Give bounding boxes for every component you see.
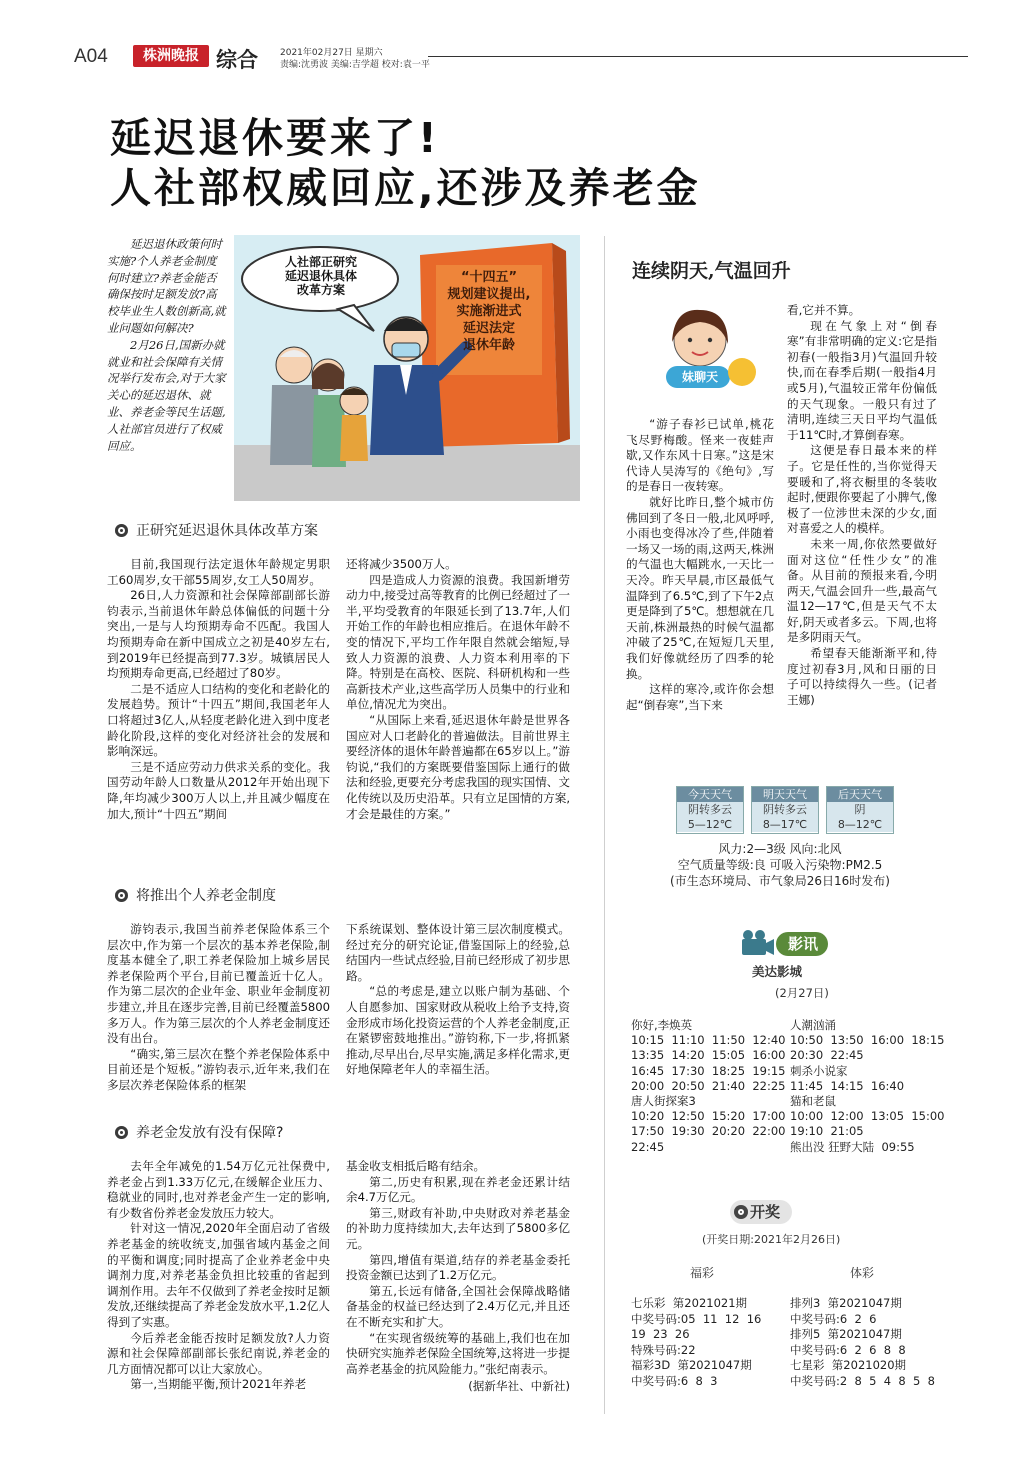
weather-paragraph: 希望春天能渐渐平和,待度过初春3月,风和日丽的日子可以持续得久一些。(记者 王娜) [787,646,937,707]
section-heading-text: 将推出个人养老金制度 [136,888,276,904]
board-line: 延迟法定 [462,321,515,336]
film-schedule-right: 人潮汹涌 10:50 13:50 16:00 18:15 20:30 22:45 刺杀小说家 11:45 14:15 16:40 猫和老鼠 10:00 12:00 13:05 15:00 19:10 21:05 熊出没 狂野大陆 09:55 [790,1018,945,1154]
bullet-circle-icon [115,1126,128,1139]
section-name: 综合 [216,48,258,72]
article-paragraph: 今后养老金能否按时足额发放?人力资源和社会保障部副部长张纪南说,养老金的几方面情况都可以让大家放心。 [107,1330,330,1376]
article-paragraph: 游钧表示,我国当前养老保险体系三个层次中,作为第一个层次的基本养老保险,制度基本健全了,职工养老保险加上城乡居民养老保险两个平台,目前已覆盖近十亿人。作为第二层次的企业年金、职业年金制度初步建立,并且在逐步完善,目前已经覆盖5800多万人。作为第三层次的个人养老金制度还没有出台。 [107,922,330,1046]
article-column [346,557,570,822]
lottery-head-sports: 体彩 [850,1266,875,1280]
wind-info: 风力:2—3级 风向:北风 [718,842,842,856]
weather-title: 连续阴天,气温回升 [632,260,791,282]
lottery-sports-results: 排列3 第2021047期 中奖号码:6 2 6 排列5 第2021047期 中奖号码:6 2 6 8 8 七星彩 第2021020期 中奖号码:2 8 5 4 8 5 8 [790,1296,935,1388]
weather-paragraph: 现在气象上对“倒春寒”有非常明确的定义:它是指初春(一般指3月)气温回升较快,而在春季后期(一般指4月或5月),气温较正常年份偏低的天气现象。一般只有过了清明,连续三天日平均气温低于11℃时,才算倒春寒。 [787,318,937,442]
forecast-day: 后天天气 [827,787,893,802]
board-line: 退休年龄 [462,338,515,353]
lottery-welfare-results: 七乐彩 第2021021期 中奖号码:05 11 12 16 19 23 26 特殊号码:22 福彩3D 第2021047期 中奖号码:6 8 3 [631,1296,762,1388]
article-paragraph: 第一,当期能平衡,预计2021年养老 [130,1377,307,1392]
article-paragraph: 第三,财政有补助,中央财政对养老基金的补助力度持续加大,去年达到了5800多亿元。 [346,1205,570,1251]
avatar-label: 妹聊天 [681,370,718,384]
lottery-head-welfare: 福彩 [690,1266,715,1280]
article-paragraph: “在实现省级统筹的基础上,我们也在加快研究实施养老保险全国统筹,这将进一步提高养老基金的抗风险能力。”张纪南表示。 [346,1330,570,1376]
article-column [346,922,570,1078]
speech-bubble [262,255,380,297]
weather-paragraph: 就好比昨日,整个城市仿佛回到了冬日一般,北风呼呼,小雨也变得冰冷了些,伴随着一场又一场的雨,这两天,株洲的气温也大幅跳水,一天比一天冷。昨天早晨,市区最低气温降到了6.5℃,到了下午2点更是降到了5℃。想想就在几天前,株洲最热的时候气温都冲破了25℃,在短短几天里,我们好像就经历了四季的轮换。 [626,494,774,681]
lottery-date: (开奖日期:2021年2月26日) [702,1233,841,1246]
article-paragraph: 第四,增值有渠道,结存的养老基金委托投资金额已达到了1.2万亿元。 [346,1252,570,1283]
film-date: (2月27日) [775,986,829,1000]
film-logo-text: 影讯 [787,935,818,953]
article-paragraph: 基金收支相抵后略有结余。 [346,1159,486,1173]
editor-credits: 责编:沈勇波 美编:吉学超 校对:袁一平 [280,60,430,70]
article-paragraph: 针对这一情况,2020年全面启动了省级养老基金的统收统支,加强省域内基金之间的平衡和调度;同时提高了企业养老金中央调剂力度,对养老基金负担比较重的省起到调剂作用。去年不仅做到了养老金按时足额发放,还继续提高了养老金发放水平,1.2亿人得到了实惠。 [107,1221,330,1329]
weather-paragraph: 这样的寒冷,或许你会想起“倒春寒”,当下来 [626,682,774,712]
forecast-day: 明天天气 [752,787,818,802]
headline-line-1: 延迟退休要来了! [110,114,440,162]
forecast-day: 今天天气 [677,787,743,802]
article-column [107,922,330,1094]
section-heading [115,1122,283,1142]
planning-board [430,269,548,354]
forecast-condition: 阴转多云 [752,802,818,817]
section-heading [115,520,318,540]
air-quality: 空气质量等级:良 可吸入污染物:PM2.5 [677,858,883,872]
headline-line-2: 人社部权威回应,还涉及养老金 [110,164,701,212]
lead-paragraphs [107,236,227,454]
forecast-today [676,786,744,834]
forecast-temp: 8—17℃ [752,817,818,832]
forecast-tomorrow [751,786,819,834]
lead-paragraph: 2月26日,国新办就就业和社会保障有关情况举行发布会,对于大家关心的延迟退休、就业、养老金等民生话题,人社部官员进行了权威回应。 [107,337,226,453]
article-paragraph: 26日,人力资源和社会保障部副部长游钧表示,当前退休年龄总体偏低的问题十分突出,一是与人均预期寿命不匹配。我国人均预期寿命在新中国成立之初是40岁左右,到2019年已经提高到77.3岁。城镇居民人均预期寿命更高,已经超过了80岁。 [107,588,330,681]
article-paragraph: 还将减少3500万人。 [346,557,457,571]
weather-avatar [652,302,760,398]
article-column [107,1159,330,1393]
header-rule [428,56,968,57]
article-paragraph: “从国际上来看,延迟退休年龄是世界各国应对人口老龄化的普遍做法。目前世界主要经济体的退休年龄普遍都在65岁以上。”游钧说,“我们的方案既要借鉴国际上通行的做法和经验,更要充分考虑我国的现实国情、文化传统以及历史沿革。只有立足国情的方案,才会是最佳的方案。” [346,712,570,821]
article-paragraph: 四是造成人力资源的浪费。我国新增劳动力中,接受过高等教育的比例已经超过了一半,平均受教育的年限延长到了13.7年,人们开始工作的年龄也相应推后。在退休年龄不变的情况下,平均工作年限自然就会缩短,导致人力资源的浪费、人力资本利用率的下降。特别是在高校、医院、科研机构和一些高新技术产业,这些高学历人员集中的行业和单位,情况尤为突出。 [346,572,570,712]
bubble-line: 改革方案 [296,283,345,297]
forecast-day-after [826,786,894,834]
column-divider [604,236,605,1414]
weather-issuer: (市生态环境局、市气象局26日16时发布) [670,874,890,888]
article-column [346,1159,570,1395]
board-line: “十四五” [460,270,518,285]
film-schedule-left: 你好,李焕英 10:15 11:10 11:50 12:40 13:35 14:20 15:05 16:00 16:45 17:30 18:25 19:15 20:00 20:50 21:40 22:25 唐人街探案3 10:20 12:50 15:20 17:00 17:50 19:30 20:20 22:00 22:45 [631,1018,786,1154]
article-column [107,557,330,822]
weather-paragraph: 看,它并不算。 [787,303,861,317]
cinema-name: 美达影城 [752,964,803,979]
weather-paragraph: “游子春衫已试单,桃花飞尽野梅酸。怪来一夜蛙声歇,又作东风十日寒。”这是宋代诗人吴涛写的《绝句》,写的是春日一夜转寒。 [626,417,774,494]
board-line: 实施渐进式 [456,304,522,319]
forecast-temp: 5—12℃ [677,817,743,832]
forecast-temp: 8—12℃ [827,817,893,832]
article-paragraph: 二是不适应人口结构的变化和老龄化的发展趋势。预计“十四五”期间,我国老年人口将超过3亿人,从轻度老龄化进入到中度老龄化阶段,这样的变化对经济社会的发展和影响深远。 [107,681,330,759]
bubble-line: 延迟退休具体 [284,269,357,283]
weather-paragraph: 这便是春日最本来的样子。它是任性的,当你觉得天要暖和了,将衣橱里的冬装收起时,便跟你要起了小脾气,像极了一位涉世未深的少女,面对喜爱之人的模样。 [787,443,937,536]
forecast-condition: 阴 [827,802,893,817]
bubble-line: 人社部正研究 [284,255,357,269]
cartoon-illustration [234,235,580,501]
forecast-condition: 阴转多云 [677,802,743,817]
film-logo [740,929,830,959]
article-paragraph: 目前,我国现行法定退休年龄规定男职工60周岁,女干部55周岁,女工人50周岁。 [107,557,330,587]
article-paragraph: “总的考虑是,建立以账户制为基础、个人自愿参加、国家财政从税收上给予支持,资金形成市场化投资运营的个人养老金制度,正在紧锣密鼓地推出。”游钧称,下一步,将抓紧推动,尽早出台,尽早实施,满足多样化需求,更好地保障老年人的幸福生活。 [346,984,570,1077]
issue-date: 2021年02月27日 星期六 [280,48,383,58]
bullet-circle-icon [115,524,128,537]
lottery-badge: 开奖 [730,1200,792,1224]
bullet-circle-icon [115,889,128,902]
weather-column [787,303,937,708]
section-heading-text: 养老金发放有没有保障? [136,1125,284,1141]
section-heading-text: 正研究延迟退休具体改革方案 [136,523,318,539]
lead-paragraph: 延迟退休政策何时实施?个人养老金制度何时建立?养老金能否确保按时足额发放?高校毕业生人数创新高,就业问题如何解决? [107,237,226,335]
page-number: A04 [74,46,108,67]
article-paragraph: 去年全年减免的1.54万亿元社保费中,养老金占到1.33万亿元,在缓解企业压力、稳就业的同时,也对养老金产生一定的影响,有少数省份养老金发放压力较大。 [107,1159,330,1220]
weather-paragraph: 未来一周,你依然要做好面对这位“任性少女”的准备。从目前的预报来看,今明两天,气温会回升一些,最高气温12—17℃,但是天气不太好,阴天或者多云。下周,也将是多阴雨天气。 [787,536,937,645]
article-paragraph: “确实,第三层次在整个养老保险体系中目前还是个短板。”游钧表示,近年来,我们在多层次养老保险体系的框架 [107,1046,330,1092]
article-paragraph: 第五,长远有储备,全国社会保障战略储备基金的权益已经达到了2.4万亿元,并且还在不断充实和扩大。 [346,1283,570,1329]
article-source: (据新华社、中新社) [468,1379,570,1394]
weather-column [626,417,774,713]
board-line: 规划建议提出, [447,287,531,302]
section-heading [115,885,276,905]
article-paragraph: 三是不适应劳动力供求关系的变化。我国劳动年龄人口数量从2012年开始出现下降,年均减少300万人以上,并且减少幅度在加大,预计“十四五”期间 [107,759,330,821]
newspaper-logo: 株洲晚报 [133,45,209,67]
article-paragraph: 下系统谋划、整体设计第三层次制度模式。经过充分的研究论证,借鉴国际上的经验,总结国内一些试点经验,目前已经形成了初步思路。 [346,922,570,983]
article-paragraph: 第二,历史有积累,现在养老金还累计结余4.7万亿元。 [346,1174,570,1205]
